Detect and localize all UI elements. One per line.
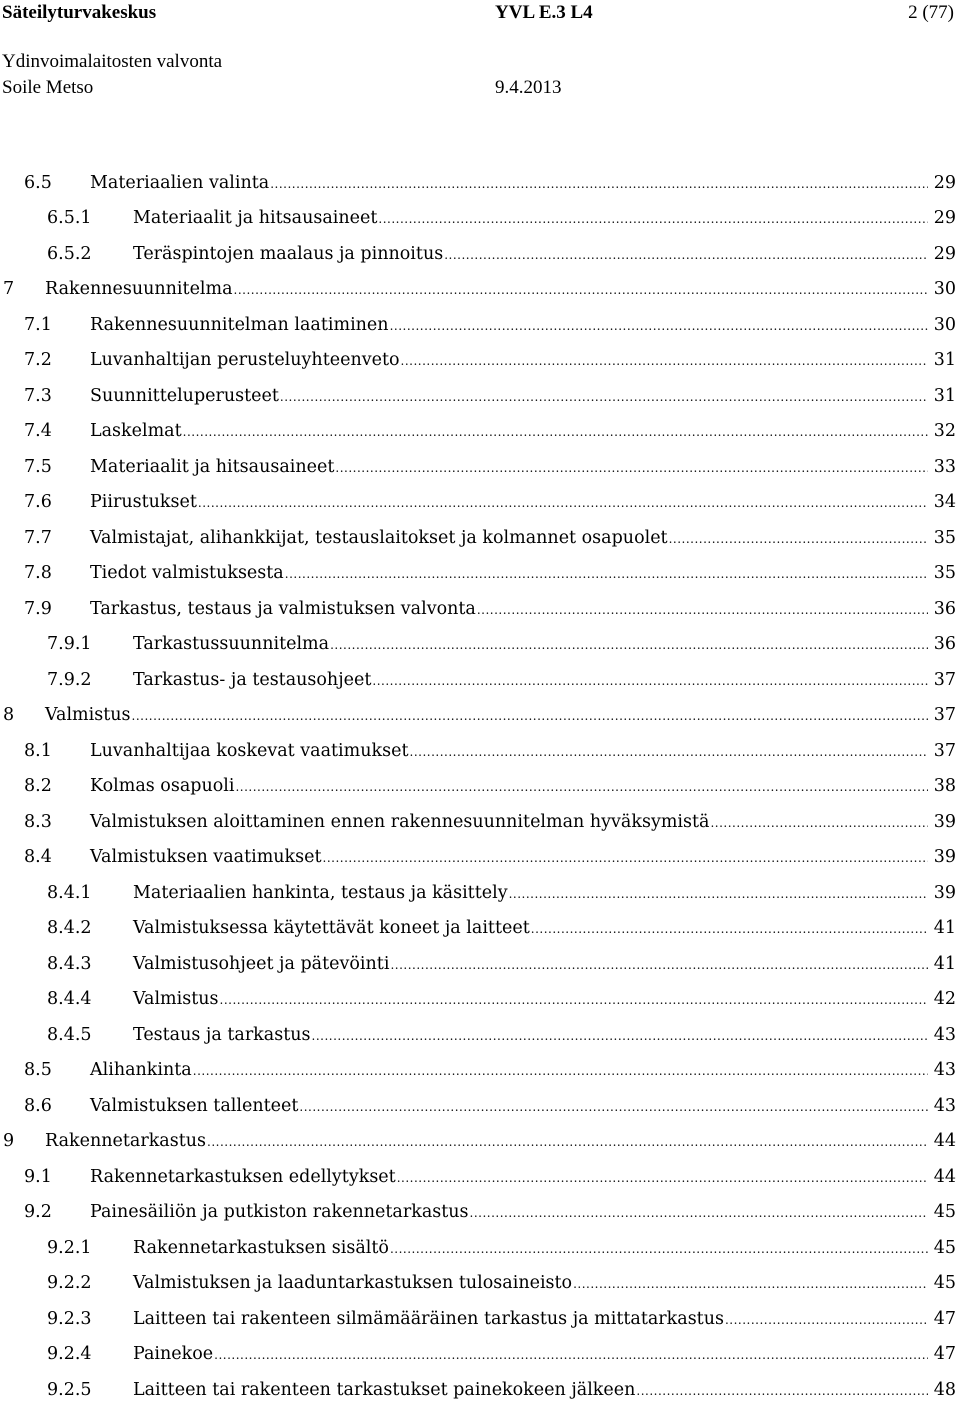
toc-entry-title[interactable]: Tarkastus- ja testausohjeet [133, 669, 372, 690]
toc-entry-title[interactable]: Laitteen tai rakenteen tarkastukset painekokeen jälkeen [133, 1379, 636, 1400]
toc-dot-leader [636, 1384, 928, 1398]
toc-entry-page: 45 [933, 1273, 956, 1294]
toc-dot-leader [183, 425, 928, 439]
toc-dot-leader [470, 1206, 928, 1220]
toc-dot-leader [573, 1277, 928, 1291]
toc-entry-page: 47 [933, 1308, 956, 1329]
toc-entry[interactable] [0, 1301, 960, 1337]
toc-entry-number: 9.2.5 [47, 1379, 92, 1400]
toc-entry[interactable] [0, 769, 960, 805]
toc-entry-title[interactable]: Painesäiliön ja putkiston rakennetarkastus [90, 1202, 469, 1223]
toc-entry-number: 6.5.1 [47, 208, 92, 229]
toc-entry-number: 8 [3, 705, 15, 726]
toc-entry-number: 7.5 [24, 456, 52, 477]
toc-entry-number: 7.6 [24, 492, 52, 513]
toc-entry-number: 7.8 [24, 563, 52, 584]
toc-entry-title[interactable]: Valmistuksen ja laaduntarkastuksen tulosaineisto [133, 1273, 573, 1294]
toc-entry-page: 30 [933, 314, 956, 335]
toc-dot-leader [285, 567, 928, 581]
toc-entry[interactable] [0, 1124, 960, 1160]
toc-entry-title[interactable]: Valmistuksessa käytettävät koneet ja laitteet [133, 918, 530, 939]
toc-entry-number: 6.5 [24, 172, 52, 193]
toc-entry-number: 8.4.1 [47, 882, 92, 903]
toc-entry-page: 39 [933, 882, 956, 903]
toc-entry-page: 37 [933, 669, 956, 690]
toc-dot-leader [299, 1100, 928, 1114]
toc-entry-page: 41 [933, 918, 956, 939]
toc-entry-number: 7 [3, 279, 15, 300]
toc-entry-page: 37 [933, 705, 956, 726]
toc-entry-page: 39 [933, 811, 956, 832]
toc-entry-page: 45 [933, 1237, 956, 1258]
toc-entry-title[interactable]: Valmistuksen aloittaminen ennen rakennesuunnitelman hyväksymistä [90, 811, 710, 832]
toc-entry[interactable] [0, 733, 960, 769]
toc-entry-number: 6.5.2 [47, 243, 92, 264]
toc-entry-page: 29 [933, 208, 956, 229]
toc-entry-page: 36 [933, 598, 956, 619]
department-name: Ydinvoimalaitosten valvonta [2, 51, 223, 72]
toc-dot-leader [531, 922, 928, 936]
toc-entry-number: 7.2 [24, 350, 52, 371]
toc-dot-leader [330, 638, 928, 652]
toc-entry[interactable] [0, 911, 960, 947]
toc-entry-title[interactable]: Valmistus [45, 705, 131, 726]
toc-dot-leader [477, 603, 928, 617]
toc-entry-title[interactable]: Tarkastus, testaus ja valmistuksen valvonta [90, 598, 476, 619]
toc-entry[interactable] [0, 1266, 960, 1302]
toc-entry-page: 47 [933, 1344, 956, 1365]
toc-entry-number: 8.2 [24, 776, 52, 797]
toc-entry-number: 7.9.1 [47, 634, 92, 655]
toc-dot-leader [270, 177, 928, 191]
toc-entry-number: 9.2.2 [47, 1273, 92, 1294]
toc-dot-leader [390, 1242, 928, 1256]
toc-entry[interactable] [0, 627, 960, 663]
toc-dot-leader [207, 1135, 928, 1149]
toc-entry[interactable] [0, 662, 960, 698]
toc-entry-title[interactable]: Rakennesuunnitelman laatiminen [90, 314, 389, 335]
toc-entry-title[interactable]: Materiaalit ja hitsausaineet [90, 456, 335, 477]
toc-entry-title[interactable]: Materiaalit ja hitsausaineet [133, 208, 378, 229]
toc-entry-number: 7.3 [24, 385, 52, 406]
toc-dot-leader [509, 887, 928, 901]
toc-entry-title[interactable]: Valmistus [133, 989, 219, 1010]
toc-entry[interactable] [0, 698, 960, 734]
toc-dot-leader [235, 780, 928, 794]
toc-entry[interactable] [0, 201, 960, 237]
toc-entry-page: 43 [933, 1060, 956, 1081]
toc-entry-number: 9 [3, 1131, 15, 1152]
toc-entry[interactable] [0, 307, 960, 343]
toc-entry-title[interactable]: Alihankinta [90, 1060, 192, 1081]
toc-entry-title[interactable]: Testaus ja tarkastus [133, 1024, 311, 1045]
toc-entry[interactable] [0, 1159, 960, 1195]
toc-entry-title[interactable]: Rakennetarkastuksen sisältö [133, 1237, 389, 1258]
toc-entry[interactable] [0, 485, 960, 521]
toc-dot-leader [335, 461, 928, 475]
toc-entry-number: 8.6 [24, 1095, 52, 1116]
toc-entry-number: 8.4 [24, 847, 52, 868]
toc-entry-number: 9.2.3 [47, 1308, 92, 1329]
author-name: Soile Metso [2, 77, 94, 98]
toc-entry-title[interactable]: Teräspintojen maalaus ja pinnoitus [133, 243, 444, 264]
toc-dot-leader [401, 354, 928, 368]
toc-entry-title[interactable]: Valmistuksen vaatimukset [90, 847, 322, 868]
toc-entry-number: 8.4.5 [47, 1024, 92, 1045]
toc-entry[interactable] [0, 982, 960, 1018]
toc-entry-page: 31 [933, 350, 956, 371]
toc-entry[interactable] [0, 1053, 960, 1089]
toc-dot-leader [234, 283, 928, 297]
organization-name: Säteilyturvakeskus [2, 2, 157, 23]
toc-entry-page: 32 [933, 421, 956, 442]
toc-entry-number: 9.2.1 [47, 1237, 92, 1258]
toc-dot-leader [669, 532, 928, 546]
toc-entry[interactable] [0, 591, 960, 627]
toc-entry[interactable] [0, 1195, 960, 1231]
toc-entry-page: 29 [933, 243, 956, 264]
toc-entry-page: 42 [933, 989, 956, 1010]
toc-entry[interactable] [0, 556, 960, 592]
toc-dot-leader [410, 745, 929, 759]
toc-entry-page: 43 [933, 1024, 956, 1045]
toc-entry-page: 35 [933, 563, 956, 584]
toc-entry-number: 8.4.4 [47, 989, 92, 1010]
toc-entry-page: 37 [933, 740, 956, 761]
toc-dot-leader [725, 1313, 928, 1327]
toc-entry[interactable] [0, 1088, 960, 1124]
toc-dot-leader [444, 248, 928, 262]
toc-dot-leader [710, 816, 928, 830]
toc-entry-number: 7.9.2 [47, 669, 92, 690]
toc-entry-title[interactable]: Rakennesuunnitelma [45, 279, 233, 300]
toc-entry-page: 45 [933, 1202, 956, 1223]
toc-entry-page: 30 [933, 279, 956, 300]
toc-entry-number: 8.4.3 [47, 953, 92, 974]
toc-entry-number: 8.1 [24, 740, 52, 761]
toc-entry-page: 43 [933, 1095, 956, 1116]
toc-dot-leader [390, 319, 928, 333]
toc-entry-title[interactable]: Valmistajat, alihankkijat, testauslaitokset ja kolmannet osapuolet [90, 527, 668, 548]
toc-dot-leader [132, 709, 928, 723]
toc-entry[interactable] [0, 236, 960, 272]
toc-entry-title[interactable]: Laskelmat [90, 421, 182, 442]
toc-entry-number: 7.7 [24, 527, 52, 548]
toc-entry-number: 9.2.4 [47, 1344, 92, 1365]
toc-dot-leader [397, 1171, 928, 1185]
toc-dot-leader [198, 496, 928, 510]
toc-entry-title[interactable]: Painekoe [133, 1344, 214, 1365]
toc-entry-title[interactable]: Valmistusohjeet ja pätevöinti [133, 953, 390, 974]
toc-entry-number: 8.5 [24, 1060, 52, 1081]
toc-entry-number: 7.1 [24, 314, 52, 335]
toc-entry-page: 39 [933, 847, 956, 868]
toc-entry[interactable] [0, 272, 960, 308]
toc-entry-title[interactable]: Tiedot valmistuksesta [90, 563, 284, 584]
toc-entry-title[interactable]: Laitteen tai rakenteen silmämääräinen tarkastus ja mittatarkastus [133, 1308, 724, 1329]
toc-entry-page: 38 [933, 776, 956, 797]
page-number: 2 (77) [908, 2, 954, 23]
toc-entry-title[interactable]: Materiaalien hankinta, testaus ja käsittely [133, 882, 508, 903]
toc-entry-title[interactable]: Tarkastussuunnitelma [133, 634, 330, 655]
toc-entry-title[interactable]: Rakennetarkastus [45, 1131, 207, 1152]
toc-entry[interactable] [0, 414, 960, 450]
toc-entry[interactable] [0, 1337, 960, 1373]
toc-dot-leader [390, 958, 928, 972]
toc-entry[interactable] [0, 840, 960, 876]
toc-entry-number: 7.9 [24, 598, 52, 619]
toc-dot-leader [280, 390, 928, 404]
toc-entry-page: 29 [933, 172, 956, 193]
toc-entry-title[interactable]: Piirustukset [90, 492, 197, 513]
toc-entry[interactable] [0, 343, 960, 379]
toc-entry-number: 8.3 [24, 811, 52, 832]
toc-entry-title[interactable]: Suunnitteluperusteet [90, 385, 279, 406]
toc-entry-number: 9.2 [24, 1202, 52, 1223]
toc-entry[interactable] [0, 1017, 960, 1053]
toc-dot-leader [193, 1064, 928, 1078]
toc-dot-leader [312, 1029, 929, 1043]
toc-entry[interactable] [0, 165, 960, 201]
toc-entry-number: 8.4.2 [47, 918, 92, 939]
toc-dot-leader [372, 674, 928, 688]
toc-entry[interactable] [0, 946, 960, 982]
toc-entry-page: 41 [933, 953, 956, 974]
toc-entry-title[interactable]: Kolmas osapuoli [90, 776, 235, 797]
toc-entry-page: 44 [933, 1166, 956, 1187]
document-code: YVL E.3 L4 [495, 2, 593, 23]
toc-entry-number: 9.1 [24, 1166, 52, 1187]
toc-entry-title[interactable]: Valmistuksen tallenteet [90, 1095, 299, 1116]
toc-entry-title[interactable]: Luvanhaltijan perusteluyhteenveto [90, 350, 400, 371]
toc-entry[interactable] [0, 1230, 960, 1266]
toc-entry-number: 7.4 [24, 421, 52, 442]
toc-entry[interactable] [0, 804, 960, 840]
toc-entry[interactable] [0, 378, 960, 414]
toc-entry[interactable] [0, 1372, 960, 1408]
toc-dot-leader [378, 212, 928, 226]
toc-entry[interactable] [0, 520, 960, 556]
toc-entry-page: 31 [933, 385, 956, 406]
toc-entry-page: 36 [933, 634, 956, 655]
toc-dot-leader [214, 1348, 928, 1362]
toc-entry-title[interactable]: Luvanhaltijaa koskevat vaatimukset [90, 740, 409, 761]
toc-entry-page: 48 [933, 1379, 956, 1400]
toc-entry[interactable] [0, 449, 960, 485]
toc-entry-page: 34 [933, 492, 956, 513]
toc-entry-page: 35 [933, 527, 956, 548]
toc-entry-page: 44 [933, 1131, 956, 1152]
toc-entry[interactable] [0, 875, 960, 911]
toc-entry-title[interactable]: Rakennetarkastuksen edellytykset [90, 1166, 396, 1187]
toc-entry-title[interactable]: Materiaalien valinta [90, 172, 270, 193]
toc-dot-leader [220, 993, 928, 1007]
document-date: 9.4.2013 [495, 77, 562, 98]
table-of-contents [0, 165, 960, 1408]
toc-dot-leader [323, 851, 928, 865]
toc-entry-page: 33 [933, 456, 956, 477]
